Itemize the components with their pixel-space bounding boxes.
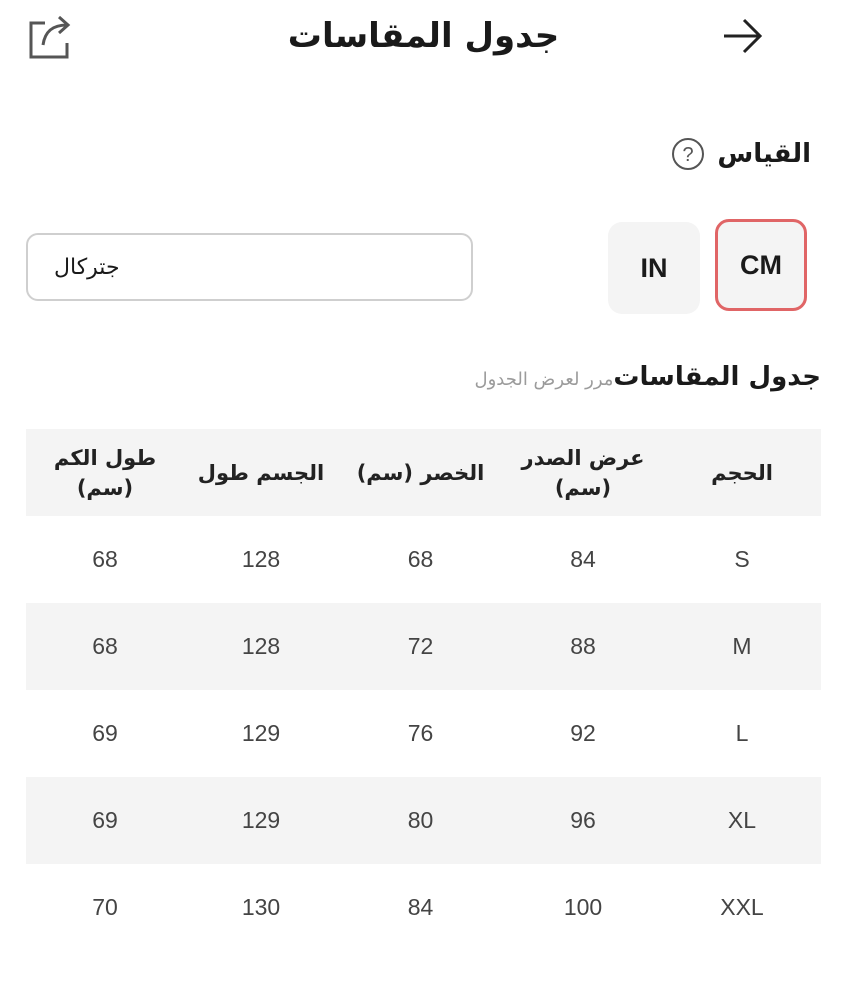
waist-cell: 84 <box>407 894 434 920</box>
table-row <box>26 603 821 690</box>
body-length-cell: 128 <box>241 633 281 659</box>
waist-cell: 76 <box>407 720 434 746</box>
measurement-row <box>671 132 811 176</box>
size-select[interactable] <box>26 233 473 301</box>
header-chest-width: عرض الصدر (سم) <box>521 445 645 500</box>
body-length-cell: 129 <box>241 807 281 833</box>
page-title: جدول المقاسات <box>287 16 560 56</box>
sleeve-length-cell: 68 <box>92 633 118 659</box>
body-length-cell: 128 <box>241 546 281 572</box>
size-cell: XL <box>727 807 757 833</box>
header-body-length: الجسم طول <box>197 460 325 485</box>
table-row <box>26 690 821 777</box>
sleeve-length-cell: 69 <box>92 807 118 833</box>
question-circle-icon[interactable] <box>671 137 705 171</box>
size-table <box>26 429 821 951</box>
chest-cell: 96 <box>570 807 596 833</box>
header-sleeve-length: طول الكم (سم) <box>53 445 157 500</box>
size-cell: M <box>732 633 752 659</box>
measurement-label: القياس <box>717 139 811 169</box>
svg-text:?: ? <box>682 144 694 166</box>
size-cell: S <box>734 546 750 572</box>
size-cell: XXL <box>720 894 764 920</box>
top-bar <box>0 0 847 76</box>
size-cell: L <box>735 720 749 746</box>
waist-cell: 72 <box>407 633 434 659</box>
chest-cell: 88 <box>570 633 596 659</box>
sleeve-length-cell: 70 <box>92 894 118 920</box>
chest-cell: 100 <box>563 894 603 920</box>
arrow-right-icon <box>720 16 764 56</box>
table-row <box>26 777 821 864</box>
table-title: جدول المقاسات <box>613 362 821 392</box>
chest-cell: 92 <box>570 720 596 746</box>
header-size: الحجم <box>711 460 773 485</box>
table-row <box>26 516 821 603</box>
body-length-cell: 130 <box>241 894 281 920</box>
table-scroll-hint: مرر لعرض الجدول <box>474 369 614 390</box>
chest-cell: 84 <box>570 546 596 572</box>
back-button[interactable] <box>712 10 772 62</box>
body-length-cell: 129 <box>241 720 281 746</box>
table-row <box>26 864 821 951</box>
header-waist: الخصر (سم) <box>356 460 485 485</box>
table-heading <box>475 362 821 392</box>
waist-cell: 68 <box>407 546 434 572</box>
waist-cell: 80 <box>407 807 434 833</box>
table-header-row <box>26 429 821 516</box>
sleeve-length-cell: 69 <box>92 720 118 746</box>
unit-in-button[interactable]: IN <box>608 222 700 314</box>
unit-cm-button[interactable]: CM <box>715 219 807 311</box>
size-select-value: جتركال <box>54 254 120 280</box>
sleeve-length-cell: 68 <box>92 546 118 572</box>
